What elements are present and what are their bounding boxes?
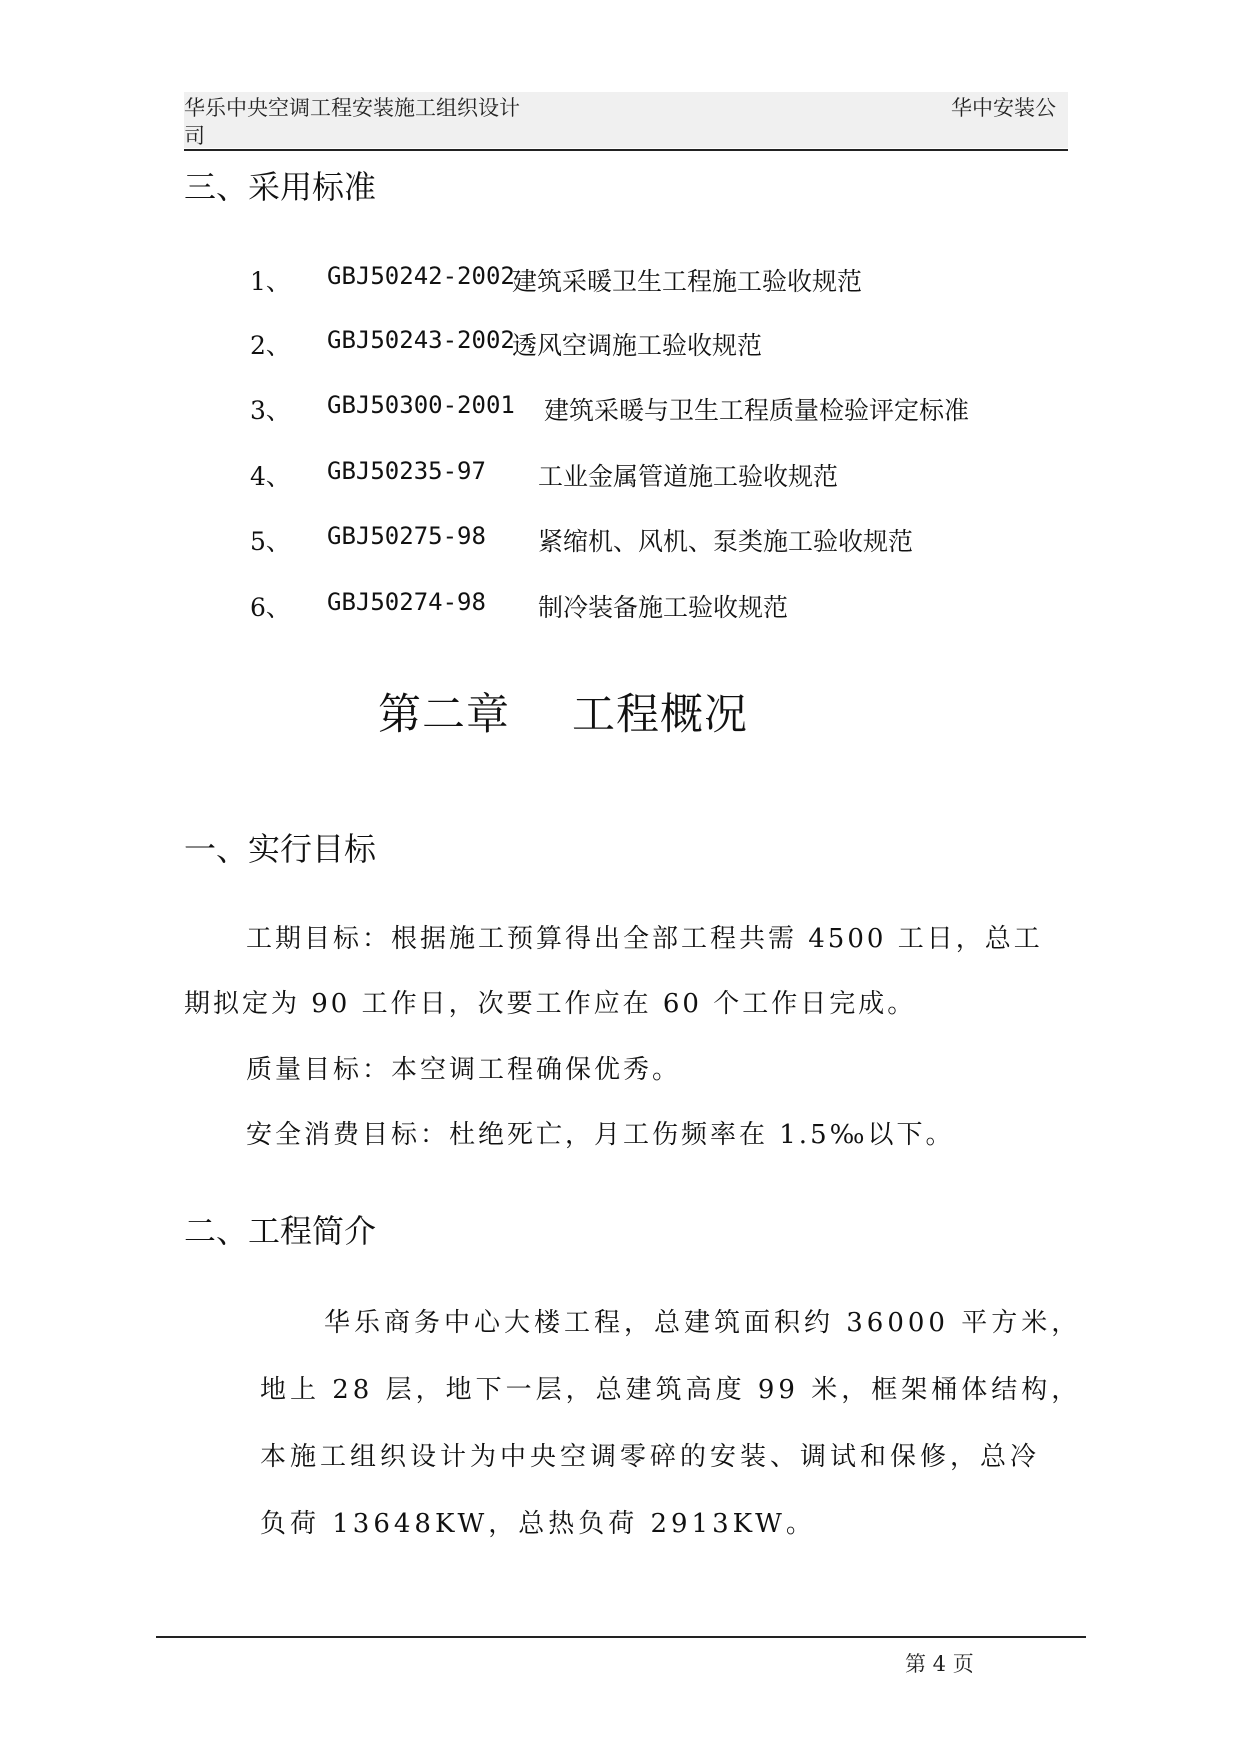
- chapter-title: 工程概况: [572, 690, 748, 740]
- overview-line: 本施工组织设计为中央空调零碎的安装、调试和保修，总冷: [260, 1442, 1041, 1472]
- standard-name: 制冷装备施工验收规范: [538, 593, 789, 622]
- footer-rule: [156, 1636, 1086, 1638]
- quality-goal: 质量目标：本空调工程确保优秀。: [246, 1055, 682, 1085]
- standard-number: 5、: [250, 527, 291, 556]
- standard-number: 6、: [250, 593, 291, 622]
- page-number: 第 4 页: [905, 1652, 974, 1676]
- overview-line: 华乐商务中心大楼工程，总建筑面积约 36000 平方米，: [324, 1308, 1082, 1338]
- standard-number: 2、: [250, 331, 291, 360]
- schedule-goal-line2: 期拟定为 90 工作日，次要工作应在 60 个工作日完成。: [184, 989, 917, 1019]
- standard-name: 透风空调施工验收规范: [512, 331, 763, 360]
- standard-name: 紧缩机、风机、泵类施工验收规范: [538, 527, 914, 556]
- section-heading-overview: 二、工程简介: [184, 1212, 377, 1250]
- standard-number: 1、: [250, 267, 291, 296]
- standard-name: 建筑采暖卫生工程施工验收规范: [512, 267, 863, 296]
- chapter-label: 第二章: [378, 690, 510, 740]
- standard-code: GBJ50274-98: [327, 588, 486, 616]
- header-company: 华中安装公: [951, 96, 1056, 120]
- overview-line: 负荷 13648KW，总热负荷 2913KW。: [260, 1509, 816, 1539]
- header-title: 华乐中央空调工程安装施工组织设计: [184, 96, 520, 120]
- standard-code: GBJ50242-2002: [327, 262, 515, 290]
- standard-name: 建筑采暖与卫生工程质量检验评定标准: [544, 396, 970, 425]
- safety-goal: 安全消费目标：杜绝死亡，月工伤频率在 1.5‰以下。: [246, 1120, 955, 1150]
- overview-line: 地上 28 层，地下一层，总建筑高度 99 米，框架桶体结构，: [260, 1375, 1082, 1405]
- standard-number: 3、: [250, 396, 291, 425]
- schedule-goal-line1: 工期目标：根据施工预算得出全部工程共需 4500 工日，总工: [246, 924, 1043, 954]
- section-heading-standards: 三、采用标准: [184, 168, 377, 206]
- standard-code: GBJ50275-98: [327, 522, 486, 550]
- header-title-wrap: 司: [184, 124, 205, 148]
- standard-code: GBJ50300-2001: [327, 391, 515, 419]
- standard-name: 工业金属管道施工验收规范: [538, 462, 839, 491]
- standard-number: 4、: [250, 462, 291, 491]
- standard-code: GBJ50243-2002: [327, 326, 515, 354]
- standard-code: GBJ50235-97: [327, 457, 486, 485]
- section-heading-goals: 一、实行目标: [184, 830, 377, 868]
- header-rule: [184, 149, 1068, 151]
